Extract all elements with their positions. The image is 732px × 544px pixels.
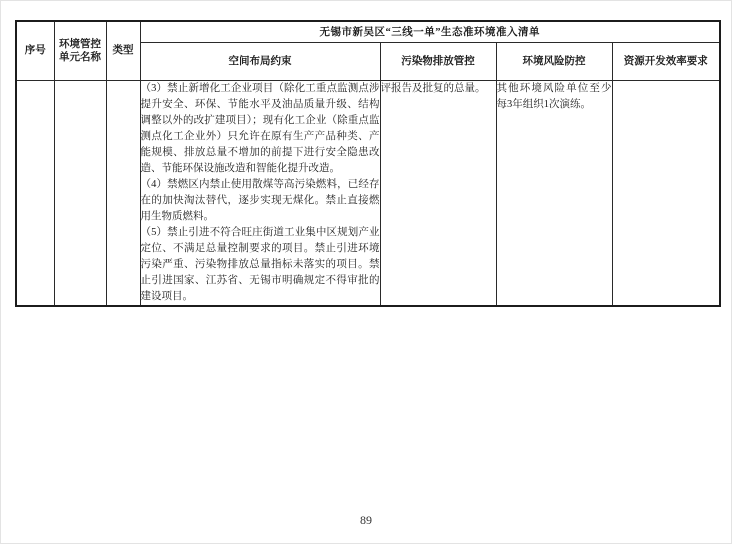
page-number: 89 — [360, 513, 372, 527]
table-title: 无锡市新吴区“三线一单”生态准环境准入清单 — [140, 21, 720, 42]
cell-spatial — [140, 80, 380, 306]
table-title-row — [16, 21, 720, 42]
col-header-resource: 资源开发效率要求 — [612, 42, 720, 80]
col-header-pollutant: 污染物排放管控 — [380, 42, 496, 80]
col-header-seq: 序号 — [16, 21, 54, 80]
col-header-unit-name: 环境管控单元名称 — [54, 21, 106, 80]
spatial-paragraph: （3）禁止新增化工企业项目（除化工重点监测点涉提升安全、环保、节能水平及油品质量升级、结构调整以外的改扩建项目）；现有化工企业（除重点监测点化工企业外）只允许在原有生产产品种类、产能规模、排放总量不增加的前提下进行安全隐患改造、节能环保设施改造和智能化提升改造。 — [140, 82, 380, 174]
spatial-paragraph: （5）禁止引进不符合旺庄街道工业集中区规划产业定位、不满足总量控制要求的项目。禁止引进环境污染严重、污染物排放总量指标未落实的项目。禁止引进国家、江苏省、无锡市明确规定不得审批的建设项目。 — [140, 226, 380, 302]
table-row — [16, 80, 720, 306]
eco-access-list-table — [15, 20, 721, 307]
cell-type — [106, 80, 140, 306]
col-header-risk: 环境风险防控 — [496, 42, 612, 80]
cell-seq — [16, 80, 54, 306]
cell-resource — [612, 80, 720, 306]
cell-unit-name — [54, 80, 106, 306]
spatial-paragraph: （4）禁燃区内禁止使用散煤等高污染燃料，已经存在的加快淘汰替代，逐步实现无煤化。禁止直接燃用生物质燃料。 — [140, 178, 380, 222]
cell-pollutant: 评报告及批复的总量。 — [380, 80, 496, 306]
col-header-spatial: 空间布局约束 — [140, 42, 380, 80]
col-header-type: 类型 — [106, 21, 140, 80]
cell-risk: 其他环境风险单位至少每3年组织1次演练。 — [496, 80, 612, 306]
